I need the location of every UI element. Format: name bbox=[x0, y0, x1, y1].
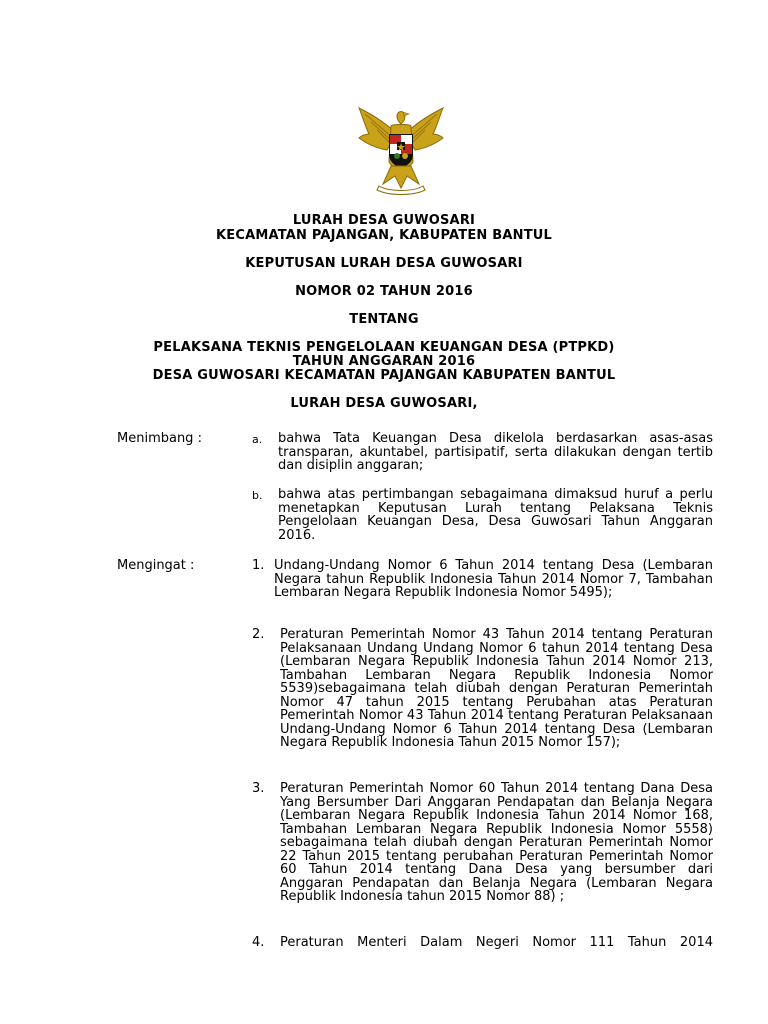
mengingat-label: Mengingat : bbox=[117, 558, 195, 573]
item-text: Peraturan Pemerintah Nomor 60 Tahun 2014 tentang Dana Desa Yang Bersumber Dari Anggaran Pendapatan dan Belanja Negara (Lembaran Negara Republik Indonesia Tahun 2014 Nomor 168, Tambahan Lembaran Negara Republik Indonesia Nomor 5558) sebagaimana telah diubah dengan Peraturan Pemerintah Nomor 22 Tahun 2015 tentang perubahan Peraturan Pemerintah Nomor 60 Tahun 2014 tentang Dana Desa yang bersumber dari Anggaran Pendapatan dan Belanja Negara (Lembaran Negara Republik Indonesia tahun 2015 Nomor 88) ; bbox=[280, 781, 713, 904]
list-item bbox=[252, 782, 713, 904]
item-marker: 1. bbox=[252, 558, 265, 573]
item-text: bahwa atas pertimbangan sebagaimana dimaksud huruf a perlu menetapkan Keputusan Lurah tentang Pelaksana Teknis Pengelolaan Keuangan Desa, Desa Guwosari Tahun Anggaran 2016. bbox=[278, 487, 713, 543]
subject-line-2: TAHUN ANGGARAN 2016 bbox=[292, 354, 476, 369]
list-item bbox=[252, 936, 713, 950]
regional-office-name: LURAH DESA GUWOSARI bbox=[292, 213, 476, 228]
item-marker: a. bbox=[252, 433, 263, 446]
list-item bbox=[252, 432, 713, 473]
item-marker: 3. bbox=[252, 781, 265, 796]
list-item bbox=[252, 628, 713, 750]
item-text: Undang-Undang Nomor 6 Tahun 2014 tentang Desa (Lembaran Negara tahun Republik Indonesia Tahun 2014 Nomor 7, Tambahan Lembaran Negara Republik Indonesia Nomor 5495); bbox=[274, 558, 713, 600]
garuda-emblem-icon bbox=[353, 104, 449, 196]
decree-title: KEPUTUSAN LURAH DESA GUWOSARI bbox=[245, 256, 523, 271]
item-marker: 4. bbox=[252, 935, 265, 950]
list-item bbox=[252, 559, 713, 600]
item-marker: 2. bbox=[252, 627, 265, 642]
menimbang-label: Menimbang : bbox=[117, 431, 202, 446]
about-heading: TENTANG bbox=[349, 312, 419, 327]
subject-line-3: DESA GUWOSARI KECAMATAN PAJANGAN KABUPATEN BANTUL bbox=[152, 368, 616, 383]
item-text: Peraturan Menteri Dalam Negeri Nomor 111 Tahun 2014 bbox=[280, 935, 713, 950]
list-item bbox=[252, 488, 713, 542]
decree-number: NOMOR 02 TAHUN 2016 bbox=[295, 284, 473, 299]
district-regency-name: KECAMATAN PAJANGAN, KABUPATEN BANTUL bbox=[215, 228, 552, 243]
item-text: Peraturan Pemerintah Nomor 43 Tahun 2014 tentang Peraturan Pelaksanaan Undang Undang Nomor 6 tahun 2014 tentang Desa (Lembaran Negara Republik Indonesia Tahun 2014 Nomor 213, Tambahan Lembaran Negara Republik Indonesia Nomor 5539)sebagaimana telah diubah dengan Peraturan Pemerintah Nomor 47 tahun 2015 tentang Perubahan atas Peraturan Pemerintah Nomor 43 Tahun 2014 tentang Peraturan Pelaksanaan Undang-Undang Nomor 6 Tahun 2014 tentang Desa (Lembaran Negara Republik Indonesia Tahun 2015 Nomor 157); bbox=[280, 627, 713, 750]
issuer-heading: LURAH DESA GUWOSARI, bbox=[290, 396, 478, 411]
subject-line-1: PELAKSANA TEKNIS PENGELOLAAN KEUANGAN DESA (PTPKD) bbox=[153, 340, 615, 355]
item-marker: b. bbox=[252, 489, 263, 502]
item-text: bahwa Tata Keuangan Desa dikelola berdasarkan asas-asas transparan, akuntabel, partisipatif, serta dilakukan dengan tertib dan disiplin anggaran; bbox=[278, 431, 713, 473]
